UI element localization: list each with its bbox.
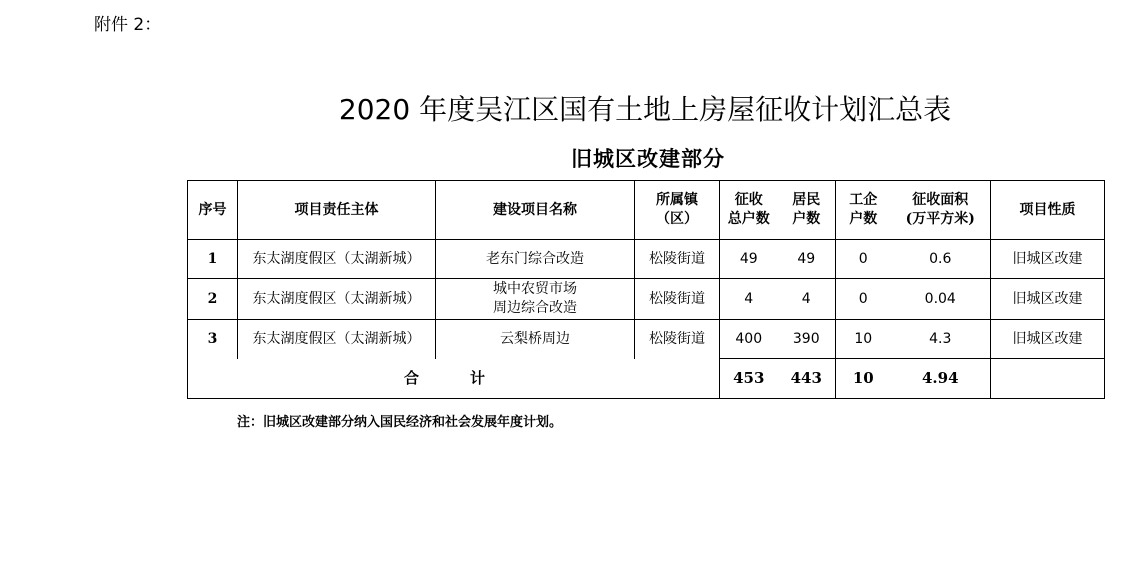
table-row (188, 279, 1105, 320)
header-project: 建设项目名称 (436, 181, 635, 240)
header-town (635, 181, 720, 240)
cell-total-households: 49 (720, 240, 778, 279)
header-owner: 项目责任主体 (238, 181, 436, 240)
cell-residents: 4 (778, 279, 836, 320)
total-area: 4.94 (891, 359, 991, 399)
cell-owner: 东太湖度假区（太湖新城） (238, 320, 436, 359)
cell-town: 松陵街道 (635, 320, 720, 359)
cell-project: 云梨桥周边 (436, 320, 635, 359)
total-nature (991, 359, 1105, 399)
attachment-label: 附件 2： (94, 15, 162, 35)
header-area (891, 181, 991, 240)
header-town-line2: （区） (656, 211, 698, 227)
cell-total-households: 4 (720, 279, 778, 320)
cell-owner: 东太湖度假区（太湖新城） (238, 279, 436, 320)
table-note: 注：旧城区改建部分纳入国民经济和社会发展年度计划。 (237, 415, 563, 430)
page-title: 2020 年度吴江区国有土地上房屋征收计划汇总表 (338, 93, 952, 126)
total-households: 453 (720, 359, 778, 399)
cell-total-households: 400 (720, 320, 778, 359)
table-total-row (188, 359, 1105, 399)
total-enterprises: 10 (836, 359, 891, 399)
cell-project: 老东门综合改造 (436, 240, 635, 279)
cell-area: 0.04 (891, 279, 991, 320)
cell-nature: 旧城区改建 (991, 320, 1105, 359)
cell-nature: 旧城区改建 (991, 240, 1105, 279)
cell-enterprises: 0 (836, 240, 891, 279)
header-town-line1: 所属镇 (656, 192, 698, 208)
header-nature: 项目性质 (991, 181, 1105, 240)
section-subtitle: 旧城区改建部分 (571, 146, 725, 171)
cell-owner: 东太湖度假区（太湖新城） (238, 240, 436, 279)
cell-residents: 49 (778, 240, 836, 279)
header-total-households (720, 181, 778, 240)
cell-area: 0.6 (891, 240, 991, 279)
cell-town: 松陵街道 (635, 240, 720, 279)
header-residents-line2: 户数 (792, 211, 821, 227)
cell-enterprises: 0 (836, 279, 891, 320)
cell-project-line2: 周边综合改造 (493, 300, 577, 316)
cell-town: 松陵街道 (635, 279, 720, 320)
cell-nature: 旧城区改建 (991, 279, 1105, 320)
table-row (188, 240, 1105, 279)
cell-seq: 2 (188, 279, 238, 320)
cell-project-line1: 城中农贸市场 (493, 281, 577, 297)
cell-residents: 390 (778, 320, 836, 359)
header-enterprises-line1: 工企 (849, 192, 878, 208)
cell-seq: 1 (188, 240, 238, 279)
header-area-line2: (万平方米) (905, 211, 975, 227)
header-area-line1: 征收面积 (912, 192, 969, 208)
header-seq: 序号 (188, 181, 238, 240)
expropriation-plan-table (187, 180, 1105, 399)
cell-enterprises: 10 (836, 320, 891, 359)
header-residents (778, 181, 836, 240)
table-header-row (188, 181, 1105, 240)
cell-area: 4.3 (891, 320, 991, 359)
header-total-households-line2: 总户数 (727, 211, 770, 227)
header-residents-line1: 居民 (792, 192, 821, 208)
header-enterprises (836, 181, 891, 240)
total-residents: 443 (778, 359, 836, 399)
cell-seq: 3 (188, 320, 238, 359)
header-enterprises-line2: 户数 (849, 211, 878, 227)
table-row (188, 320, 1105, 359)
cell-project (436, 279, 635, 320)
header-total-households-line1: 征收 (734, 192, 763, 208)
total-label: 合 计 (188, 359, 720, 399)
